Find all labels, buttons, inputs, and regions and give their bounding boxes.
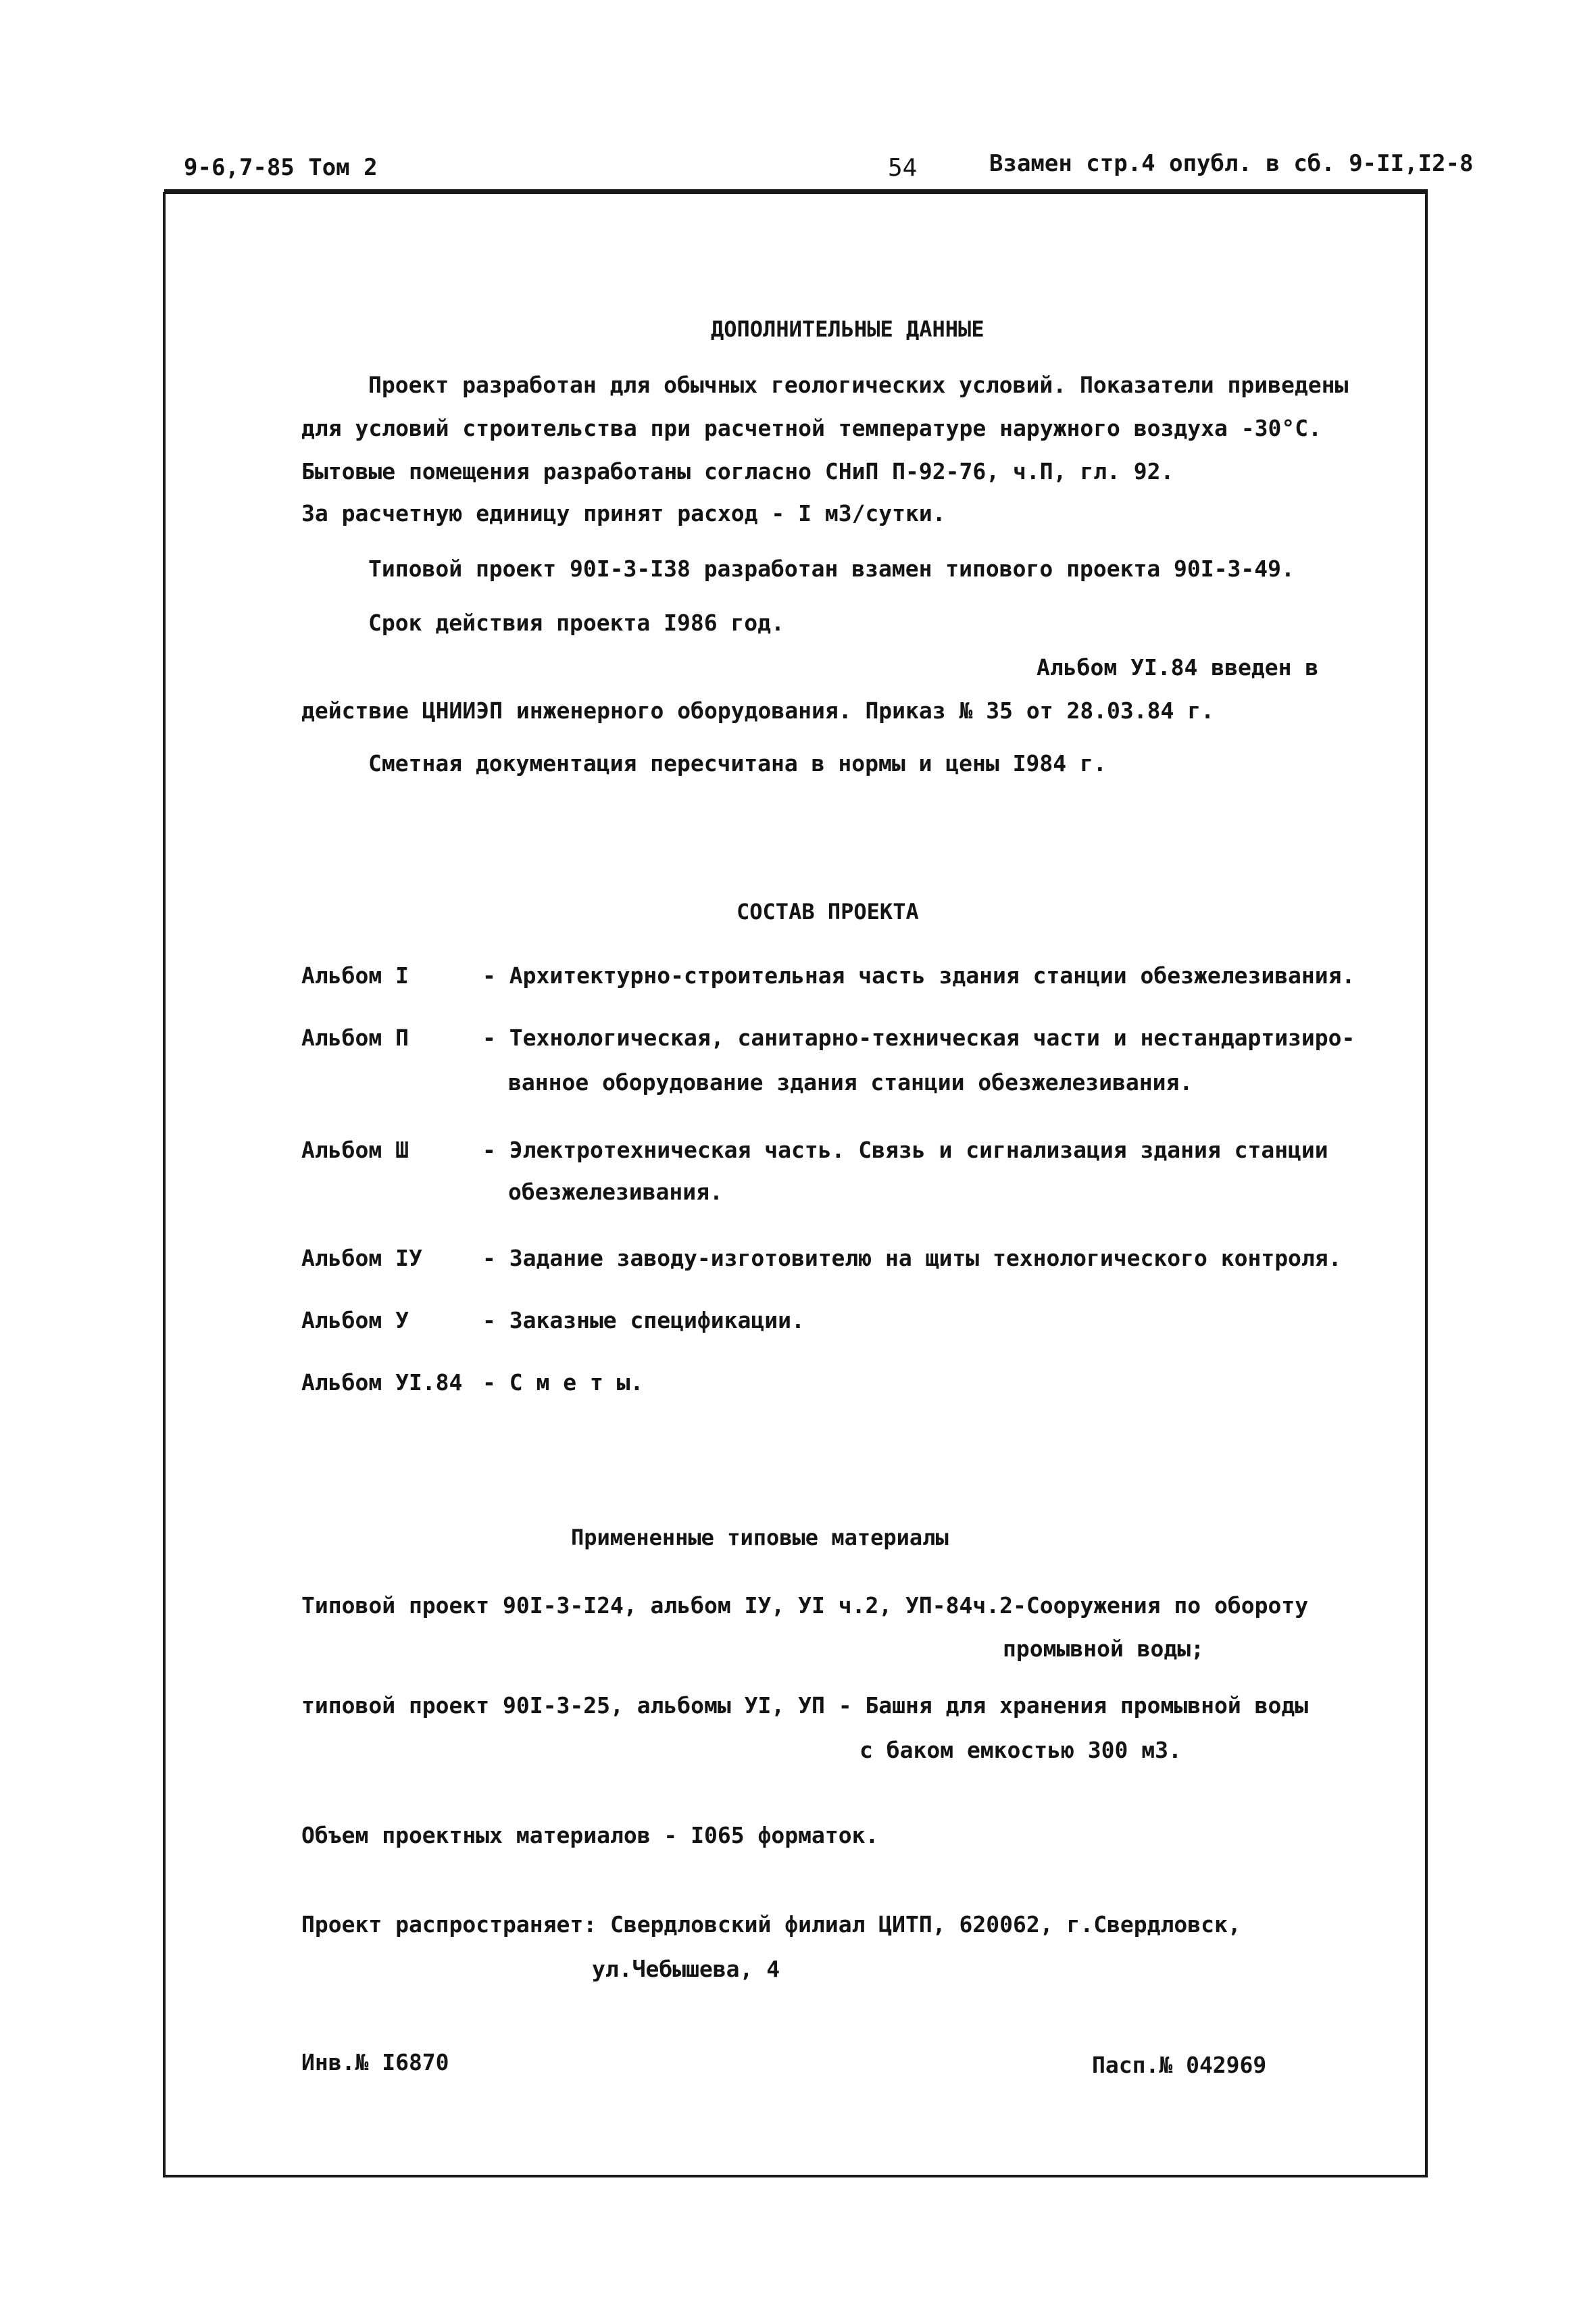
section-title-project-composition: СОСТАВ ПРОЕКТА xyxy=(737,899,919,925)
album-description: - С м е т ы. xyxy=(482,1369,644,1396)
album-description-cont: ванное оборудование здания станции обезжелезивания. xyxy=(508,1069,1193,1096)
section-title-additional-data: ДОПОЛНИТЕЛЬНЫЕ ДАННЫЕ xyxy=(711,316,984,342)
paragraph-line: Сметная документация пересчитана в нормы и цены I984 г. xyxy=(368,750,1107,777)
album-label: Альбом Ш xyxy=(301,1137,409,1163)
page-frame xyxy=(163,192,1428,2177)
album-description-cont: обезжелезивания. xyxy=(508,1179,723,1205)
applied-material-line: Типовой проект 90I-3-I24, альбом IУ, УI ч.2, УП-84ч.2-Сооружения по обороту xyxy=(301,1592,1309,1619)
materials-volume: Объем проектных материалов - I065 форматок. xyxy=(301,1822,879,1848)
passport-number: Пасп.№ 042969 xyxy=(1092,2052,1267,2078)
inventory-number: Инв.№ I6870 xyxy=(301,2049,449,2075)
album-label: Альбом П xyxy=(301,1025,409,1051)
album-description: - Задание заводу-изготовителю на щиты технологического контроля. xyxy=(482,1245,1342,1271)
applied-material-line: с баком емкостью 300 м3. xyxy=(859,1737,1182,1763)
page-number: 54 xyxy=(888,154,918,182)
album-label: Альбом IУ xyxy=(301,1245,422,1271)
paragraph-line: За расчетную единицу принят расход - I м3/сутки. xyxy=(301,500,946,526)
paragraph-line: для условий строительства при расчетной температуре наружного воздуха -30°С. xyxy=(301,415,1322,441)
album-label: Альбом I xyxy=(301,962,409,989)
album-description: - Архитектурно-строительная часть здания станции обезжелезивания. xyxy=(482,962,1355,989)
album-description: - Технологическая, санитарно-техническая части и нестандартизиро- xyxy=(482,1025,1355,1051)
album-label: Альбом У xyxy=(301,1307,409,1333)
paragraph-line: Типовой проект 90I-3-I38 разработан взамен типового проекта 90I-3-49. xyxy=(368,556,1295,582)
paragraph-line: действие ЦНИИЭП инженерного оборудования. Приказ № 35 от 28.03.84 г. xyxy=(301,697,1215,724)
album-label: Альбом УI.84 xyxy=(301,1369,463,1396)
paragraph-line: Срок действия проекта I986 год. xyxy=(368,610,784,636)
paragraph-line: Проект разработан для обычных геологических условий. Показатели приведены xyxy=(368,372,1349,398)
section-title-applied-materials: Примененные типовые материалы xyxy=(571,1525,949,1550)
album-description: - Электротехническая часть. Связь и сигнализация здания станции xyxy=(482,1137,1328,1163)
album-description: - Заказные спецификации. xyxy=(482,1307,805,1333)
header-doc-code: 9-6,7-85 Том 2 xyxy=(184,154,378,181)
paragraph-line: Бытовые помещения разработаны согласно СНиП П-92-76, ч.П, гл. 92. xyxy=(301,458,1174,485)
header-replacement-note: Взамен стр.4 опубл. в сб. 9-II,I2-8 xyxy=(989,150,1474,177)
distributor-address: ул.Чебышева, 4 xyxy=(592,1956,780,1982)
applied-material-line: промывной воды; xyxy=(1003,1635,1205,1662)
distributor-line: Проект распространяет: Свердловский филиал ЦИТП, 620062, г.Свердловск, xyxy=(301,1911,1241,1938)
applied-material-line: типовой проект 90I-3-25, альбомы УI, УП - Башня для хранения промывной воды xyxy=(301,1692,1309,1719)
paragraph-line: Альбом УI.84 введен в xyxy=(1037,654,1319,681)
